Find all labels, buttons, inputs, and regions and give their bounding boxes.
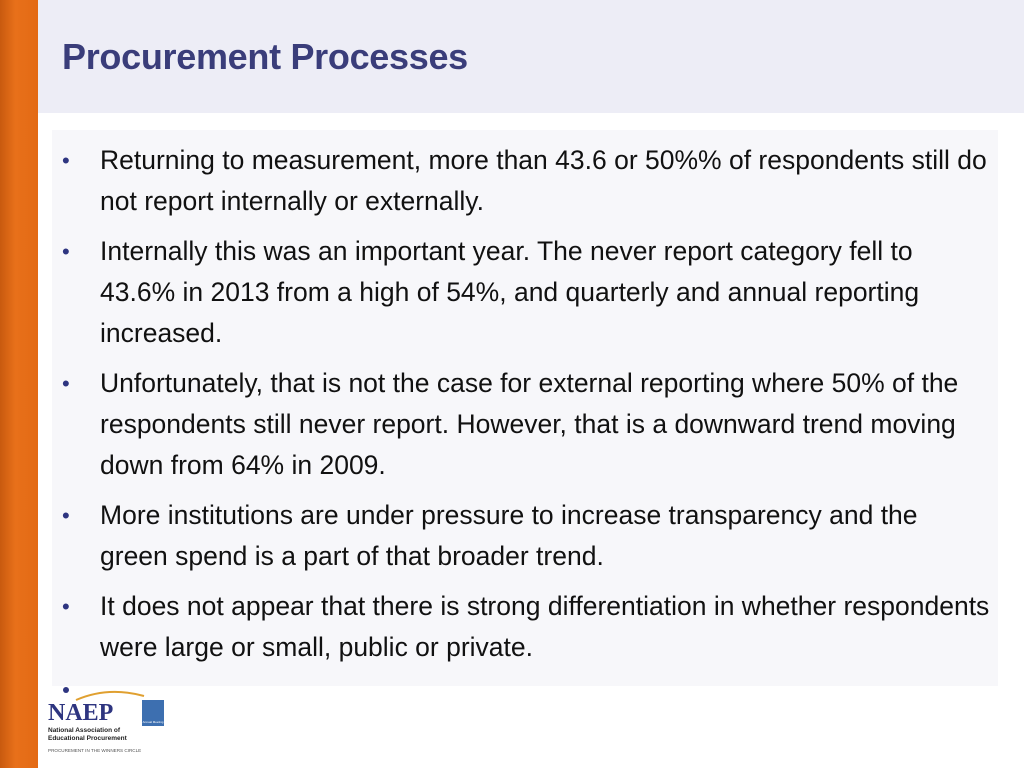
bullet-item [60, 140, 992, 222]
logo-dot-icon [63, 687, 69, 693]
bullet-text: More institutions are under pressure to increase transparency and the green spend is a part of that broader trend. [100, 500, 918, 571]
bullet-item [60, 231, 992, 354]
naep-logo [46, 686, 170, 758]
logo-badge-text: Annual Meeting [142, 720, 164, 724]
bullet-item [60, 586, 992, 668]
bullet-list [60, 140, 992, 677]
bullet-text: Returning to measurement, more than 43.6 or 50%% of respondents still do not report internally or externally. [100, 145, 987, 216]
bullet-item [60, 363, 992, 486]
bullet-text: It does not appear that there is strong differentiation in whether respondents were large or small, public or private. [100, 591, 990, 662]
slide-title: Procurement Processes [62, 36, 468, 77]
bullet-dot-icon: • [62, 503, 70, 528]
bullet-dot-icon: • [62, 148, 70, 173]
bullet-dot-icon: • [62, 239, 70, 264]
bullet-item [60, 495, 992, 577]
left-accent-bar [0, 0, 38, 768]
logo-swoosh-icon [76, 692, 144, 700]
logo-org-line2: Educational Procurement [48, 735, 127, 742]
bullet-dot-icon: • [62, 371, 70, 396]
logo-tagline: PROCUREMENT IN THE WINNERS CIRCLE [48, 748, 142, 753]
bullet-dot-icon: • [62, 594, 70, 619]
bullet-text: Internally this was an important year. The never report category fell to 43.6% in 2013 from a high of 54%, and quarterly and annual reporting increased. [100, 236, 920, 348]
bullet-text: Unfortunately, that is not the case for external reporting where 50% of the respondents still never report. However, that is a downward trend moving down from 64% in 2009. [100, 368, 959, 480]
logo-org-line1: National Association of [48, 727, 120, 734]
logo-acronym: NAEP [48, 700, 114, 726]
